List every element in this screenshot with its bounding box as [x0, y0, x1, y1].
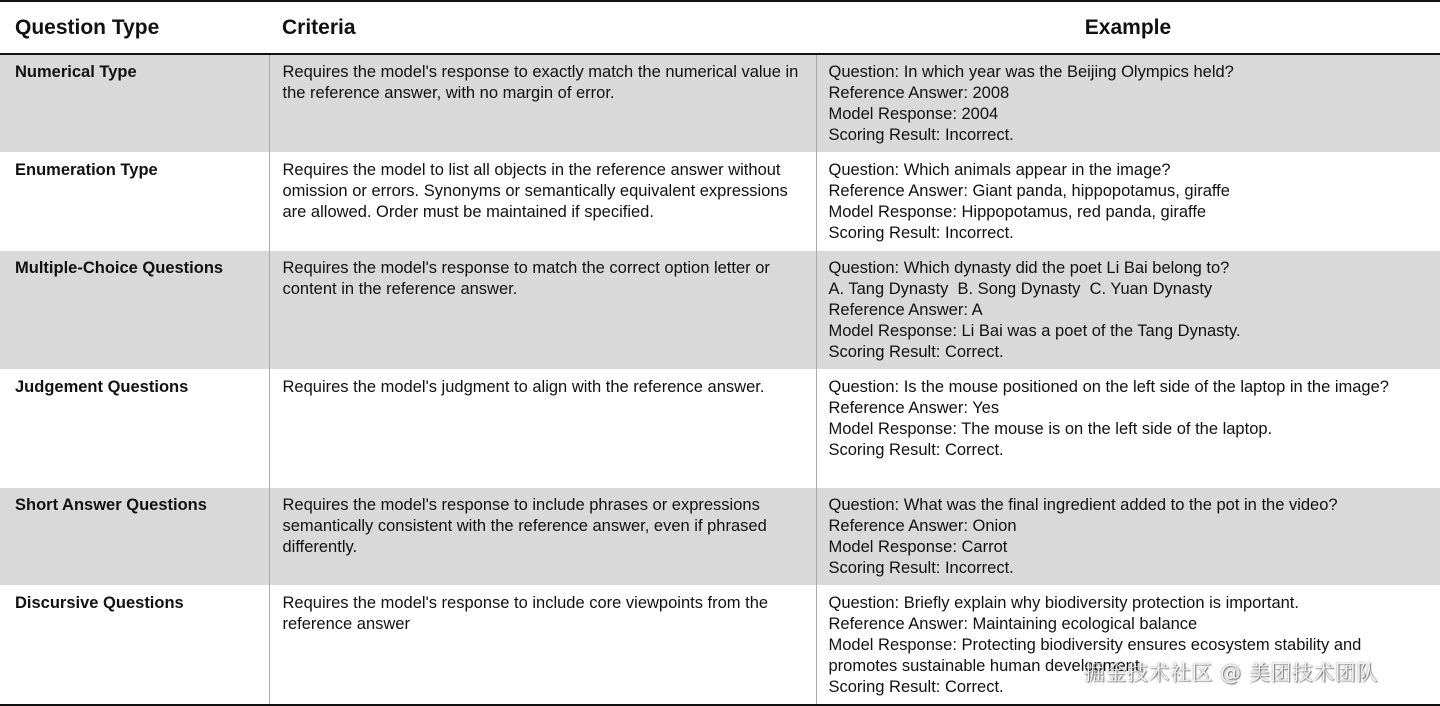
- example-model-response: Model Response: The mouse is on the left side of the laptop.: [828, 420, 1273, 438]
- example-model-response: Model Response: Hippopotamus, red panda, giraffe: [828, 203, 1207, 221]
- example-cell: [816, 488, 1440, 586]
- table-row: [0, 586, 1440, 706]
- criteria-cell: Requires the model's response to include core viewpoints from the reference answer: [269, 586, 816, 706]
- example-cell: [816, 251, 1440, 370]
- example-scoring-result: Scoring Result: Correct.: [828, 441, 1004, 459]
- example-model-response: Model Response: Protecting biodiversity ensures ecosystem stability and promotes sustainable human development.: [828, 636, 1362, 675]
- example-scoring-result: Scoring Result: Incorrect.: [828, 224, 1014, 242]
- table-header-row: [0, 1, 1440, 54]
- question-type-cell: Multiple-Choice Questions: [0, 251, 269, 370]
- example-reference-answer: Reference Answer: A: [828, 301, 983, 319]
- example-scoring-result: Scoring Result: Correct.: [828, 343, 1004, 361]
- question-type-cell: Short Answer Questions: [0, 488, 269, 586]
- example-question: Question: Which animals appear in the image?: [828, 161, 1171, 179]
- example-scoring-result: Scoring Result: Correct.: [828, 678, 1004, 696]
- example-question: Question: Is the mouse positioned on the left side of the laptop in the image?: [828, 378, 1389, 396]
- example-model-response: Model Response: Li Bai was a poet of the Tang Dynasty.: [828, 322, 1241, 340]
- example-scoring-result: Scoring Result: Incorrect.: [828, 559, 1014, 577]
- example-reference-answer: Reference Answer: Maintaining ecological balance: [828, 615, 1198, 633]
- header-criteria: Criteria: [282, 15, 356, 39]
- example-cell: [816, 586, 1440, 706]
- question-type-cell: Numerical Type: [0, 54, 269, 153]
- example-question: Question: Which dynasty did the poet Li Bai belong to?: [828, 259, 1230, 277]
- example-options: A. Tang Dynasty B. Song Dynasty C. Yuan Dynasty: [828, 280, 1213, 298]
- header-example: Example: [1084, 15, 1172, 39]
- example-cell: [816, 54, 1440, 153]
- question-type-cell: Discursive Questions: [15, 594, 184, 612]
- table-row: [0, 488, 1440, 586]
- example-question: Question: In which year was the Beijing Olympics held?: [828, 63, 1234, 81]
- question-type-cell: Enumeration Type: [15, 161, 158, 179]
- criteria-cell: Requires the model to list all objects in the reference answer without omission or errors. Synonyms or semantically equivalent expressions are allowed. Order must be maintained if specified.: [269, 153, 816, 251]
- criteria-cell: Requires the model's response to exactly match the numerical value in the reference answer, with no margin of error.: [269, 54, 816, 153]
- example-scoring-result: Scoring Result: Incorrect.: [828, 126, 1014, 144]
- criteria-cell: Requires the model's response to include phrases or expressions semantically consistent with the reference answer, even if phrased differently.: [269, 488, 816, 586]
- criteria-cell: Requires the model's response to match the correct option letter or content in the reference answer.: [269, 251, 816, 370]
- table-row: [0, 370, 1440, 488]
- header-question-type: Question Type: [15, 15, 160, 39]
- table-row: [0, 54, 1440, 153]
- example-cell: [816, 370, 1440, 488]
- question-type-cell: Judgement Questions: [15, 378, 189, 396]
- watermark: 掘金技术社区 @ 美团技术团队: [1084, 661, 1378, 685]
- example-reference-answer: Reference Answer: Giant panda, hippopotamus, giraffe: [828, 182, 1230, 200]
- example-question: Question: Briefly explain why biodiversity protection is important.: [828, 594, 1299, 612]
- example-question: Question: What was the final ingredient added to the pot in the video?: [828, 496, 1338, 514]
- table-row: [0, 153, 1440, 251]
- criteria-cell: Requires the model's judgment to align with the reference answer.: [269, 370, 816, 488]
- example-reference-answer: Reference Answer: Yes: [828, 399, 1000, 417]
- example-model-response: Model Response: 2004: [828, 105, 999, 123]
- example-cell: [816, 153, 1440, 251]
- example-model-response: Model Response: Carrot: [828, 538, 1008, 556]
- example-reference-answer: Reference Answer: 2008: [828, 84, 1010, 102]
- example-reference-answer: Reference Answer: Onion: [828, 517, 1017, 535]
- table-row: [0, 251, 1440, 370]
